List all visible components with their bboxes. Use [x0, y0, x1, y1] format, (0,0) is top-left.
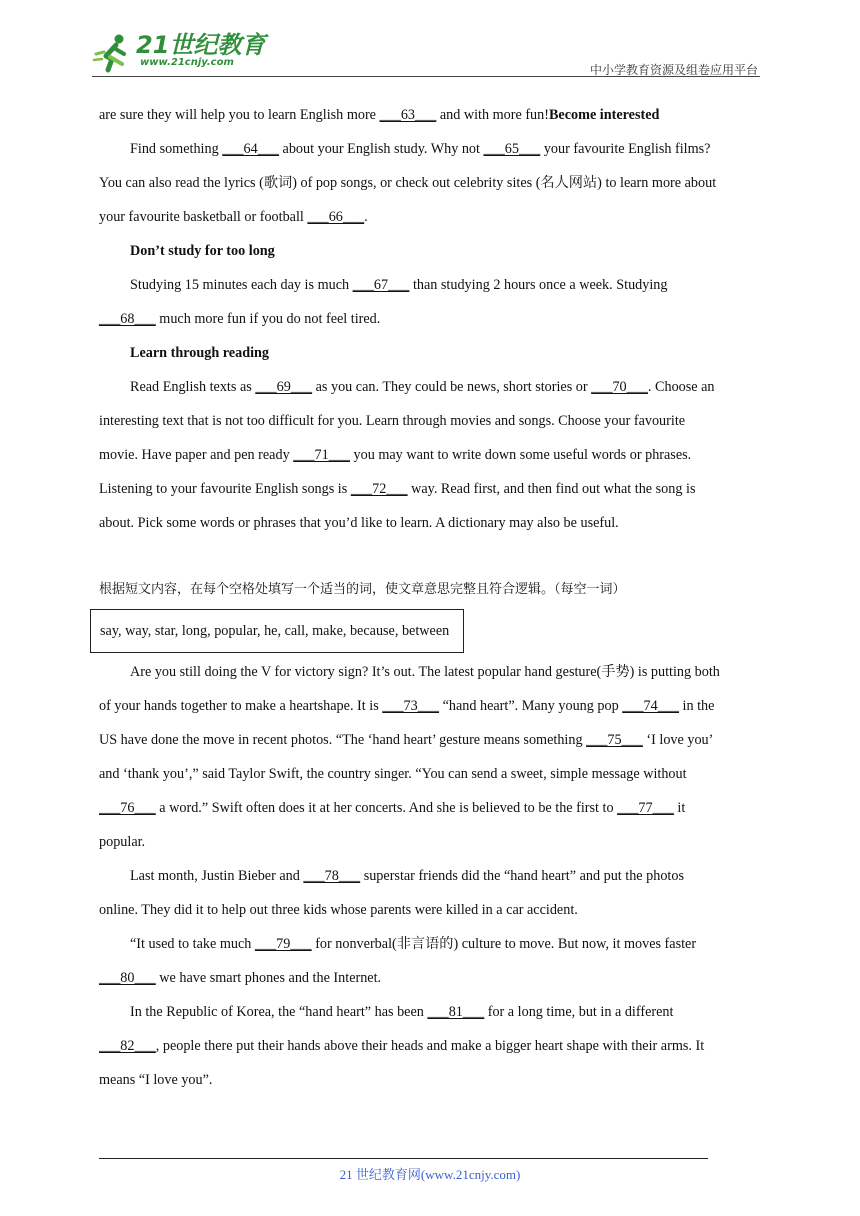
- blank-70: ___70___: [591, 379, 648, 395]
- blank-67: ___67___: [352, 277, 410, 293]
- text-line: interesting text that is not too difficult for you. Learn through movies and songs. Choose your favourite: [99, 413, 686, 429]
- section-heading: Become interested: [548, 107, 660, 123]
- text-line: Read English texts as ___69___ as you can. They could be news, short stories or ___70___. Choose an: [130, 379, 715, 395]
- header-divider: [92, 76, 760, 77]
- text-line: ___82___, people there put their hands above their heads and make a bigger heart shape with their arms. It: [99, 1038, 705, 1054]
- blank-71: ___71___: [293, 447, 350, 463]
- text-line: about. Pick some words or phrases that you’d like to learn. A dictionary may also be useful.: [99, 515, 619, 531]
- document-body: [99, 98, 761, 1097]
- text-line: and ‘thank you’,” said Taylor Swift, the country singer. “You can send a sweet, simple message without: [99, 766, 687, 782]
- text-line: are sure they will help you to learn English more ___63___ and with more fun!Become interested: [99, 107, 660, 123]
- blank-68: ___68___: [99, 311, 156, 327]
- blank-72: ___72___: [350, 481, 408, 497]
- section-heading: Don’t study for too long: [130, 243, 275, 259]
- blank-81: ___81___: [427, 1004, 485, 1020]
- text-line: US have done the move in recent photos. “The ‘hand heart’ gesture means something ___75___ ‘I love you’: [99, 732, 714, 748]
- text-line: online. They did it to help out three kids whose parents were killed in a car accident.: [99, 902, 578, 918]
- text-line: Listening to your favourite English songs is ___72___ way. Read first, and then find out what the song is: [99, 481, 696, 497]
- text-line: ___80___ we have smart phones and the Internet.: [99, 970, 382, 986]
- blank-80: ___80___: [99, 970, 156, 986]
- footer-link[interactable]: 21 世纪教育网(www.21cnjy.com): [339, 1167, 521, 1182]
- blank-63: ___63___: [379, 107, 437, 123]
- text-line: In the Republic of Korea, the “hand heart” has been ___81___ for a long time, but in a different: [130, 1004, 674, 1020]
- blank-78: ___78___: [303, 868, 361, 884]
- blank-64: ___64___: [222, 141, 279, 157]
- text-line: Find something ___64___ about your English study. Why not ___65___ your favourite English films?: [130, 141, 711, 157]
- blank-65: ___65___: [483, 141, 541, 157]
- page-header: [92, 28, 760, 78]
- blank-82: ___82___: [99, 1038, 156, 1054]
- blank-77: ___77___: [617, 800, 674, 816]
- text-line: popular.: [99, 834, 146, 850]
- text-line: “It used to take much ___79___ for nonverbal(非言语的) culture to move. But now, it moves faster: [130, 936, 697, 952]
- section-heading: Learn through reading: [130, 345, 270, 361]
- blank-69: ___69___: [255, 379, 313, 395]
- logo-url: www.21cnjy.com: [140, 57, 234, 68]
- word-bank-box: say, way, star, long, popular, he, call, make, because, between: [90, 609, 464, 653]
- text-line: You can also read the lyrics (歌词) of pop songs, or check out celebrity sites (名人网站) to learn more about: [99, 175, 717, 191]
- text-line: your favourite basketball or football ___66___.: [99, 209, 368, 225]
- instruction-text: 根据短文内容，在每个空格处填写一个适当的词，使文章意思完整且符合逻辑。（每空一词）: [99, 582, 626, 597]
- text-line: of your hands together to make a heartshape. It is ___73___ “hand heart”. Many young pop ___74___ in the: [99, 698, 715, 714]
- text-line: means “I love you”.: [99, 1072, 213, 1088]
- site-logo: [92, 32, 265, 74]
- blank-74: ___74___: [622, 698, 679, 714]
- platform-tagline: 中小学教育资源及组卷应用平台: [589, 63, 758, 77]
- blank-75: ___75___: [586, 732, 643, 748]
- text-line: Are you still doing the V for victory sign? It’s out. The latest popular hand gesture(手势) is putting both: [130, 664, 720, 680]
- text-line: Studying 15 minutes each day is much ___67___ than studying 2 hours once a week. Studying: [130, 277, 668, 293]
- blank-66: ___66___: [307, 209, 365, 225]
- text-line: ___76___ a word.” Swift often does it at her concerts. And she is believed to be the first to ___77___ it: [99, 800, 686, 816]
- word-bank: [90, 607, 761, 655]
- runner-logo-icon: [92, 32, 134, 74]
- spacer: [99, 540, 761, 573]
- text-line: ___68___ much more fun if you do not feel tired.: [99, 311, 381, 327]
- blank-79: ___79___: [254, 936, 312, 952]
- blank-73: ___73___: [382, 698, 440, 714]
- blank-76: ___76___: [99, 800, 156, 816]
- text-line: movie. Have paper and pen ready ___71___ you may want to write down some useful words or phrases.: [99, 447, 692, 463]
- logo-title: 21世纪教育: [136, 31, 266, 59]
- footer-divider: [99, 1158, 708, 1159]
- text-line: Last month, Justin Bieber and ___78___ superstar friends did the “hand heart” and put the photos: [130, 868, 684, 884]
